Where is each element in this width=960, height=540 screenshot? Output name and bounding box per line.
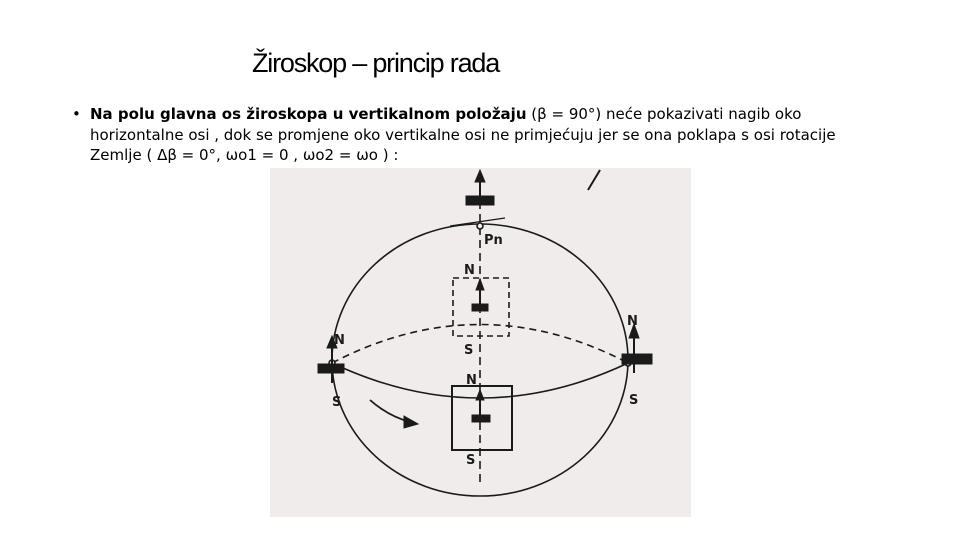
gyro-top-arrow-icon [475, 170, 485, 182]
bullet-normal-text: (β = 90°) neće pokazivati nagib oko horizontalne osi , dok se promjene oko vertikalne osi ne primjećuju jer se ona poklapa s osi rotacije Zemlje ( Δβ = 0°, ωo1 = 0 , ωo2 = ωo ) : [90, 105, 836, 164]
gyroscope-diagram-photo [270, 168, 691, 517]
bottombox-n-label: N [466, 373, 477, 388]
topbox-n-label: N [464, 263, 475, 278]
gyro-bottombox-body [472, 415, 490, 422]
topbox-s-label: S [464, 343, 474, 358]
gyro-topbox-arrow-icon [476, 279, 484, 290]
gyroscope-diagram [270, 168, 691, 517]
pole-point [477, 223, 483, 229]
bottombox-s-label: S [466, 453, 476, 468]
bullet-bold-text: Na polu glavna os žiroskopa u vertikalnom položaju [90, 105, 527, 123]
bullet-text [90, 104, 872, 166]
bullet-item [72, 104, 872, 166]
gyro-right-body [622, 354, 652, 364]
pole-label: Pn [484, 233, 503, 248]
gyro-top-body [466, 196, 494, 205]
right-s-label: S [629, 393, 639, 408]
bullet-marker: • [72, 105, 81, 123]
slide-title: Žiroskop – princip rada [252, 48, 500, 78]
direction-arrow [588, 170, 600, 190]
gyro-topbox-body [472, 304, 488, 311]
gyro-bottombox-arrow-icon [476, 390, 484, 400]
right-n-label: N [627, 314, 638, 329]
left-s-label: S [332, 395, 342, 410]
left-n-label: N [334, 333, 345, 348]
rotation-arrowhead-icon [404, 416, 418, 428]
